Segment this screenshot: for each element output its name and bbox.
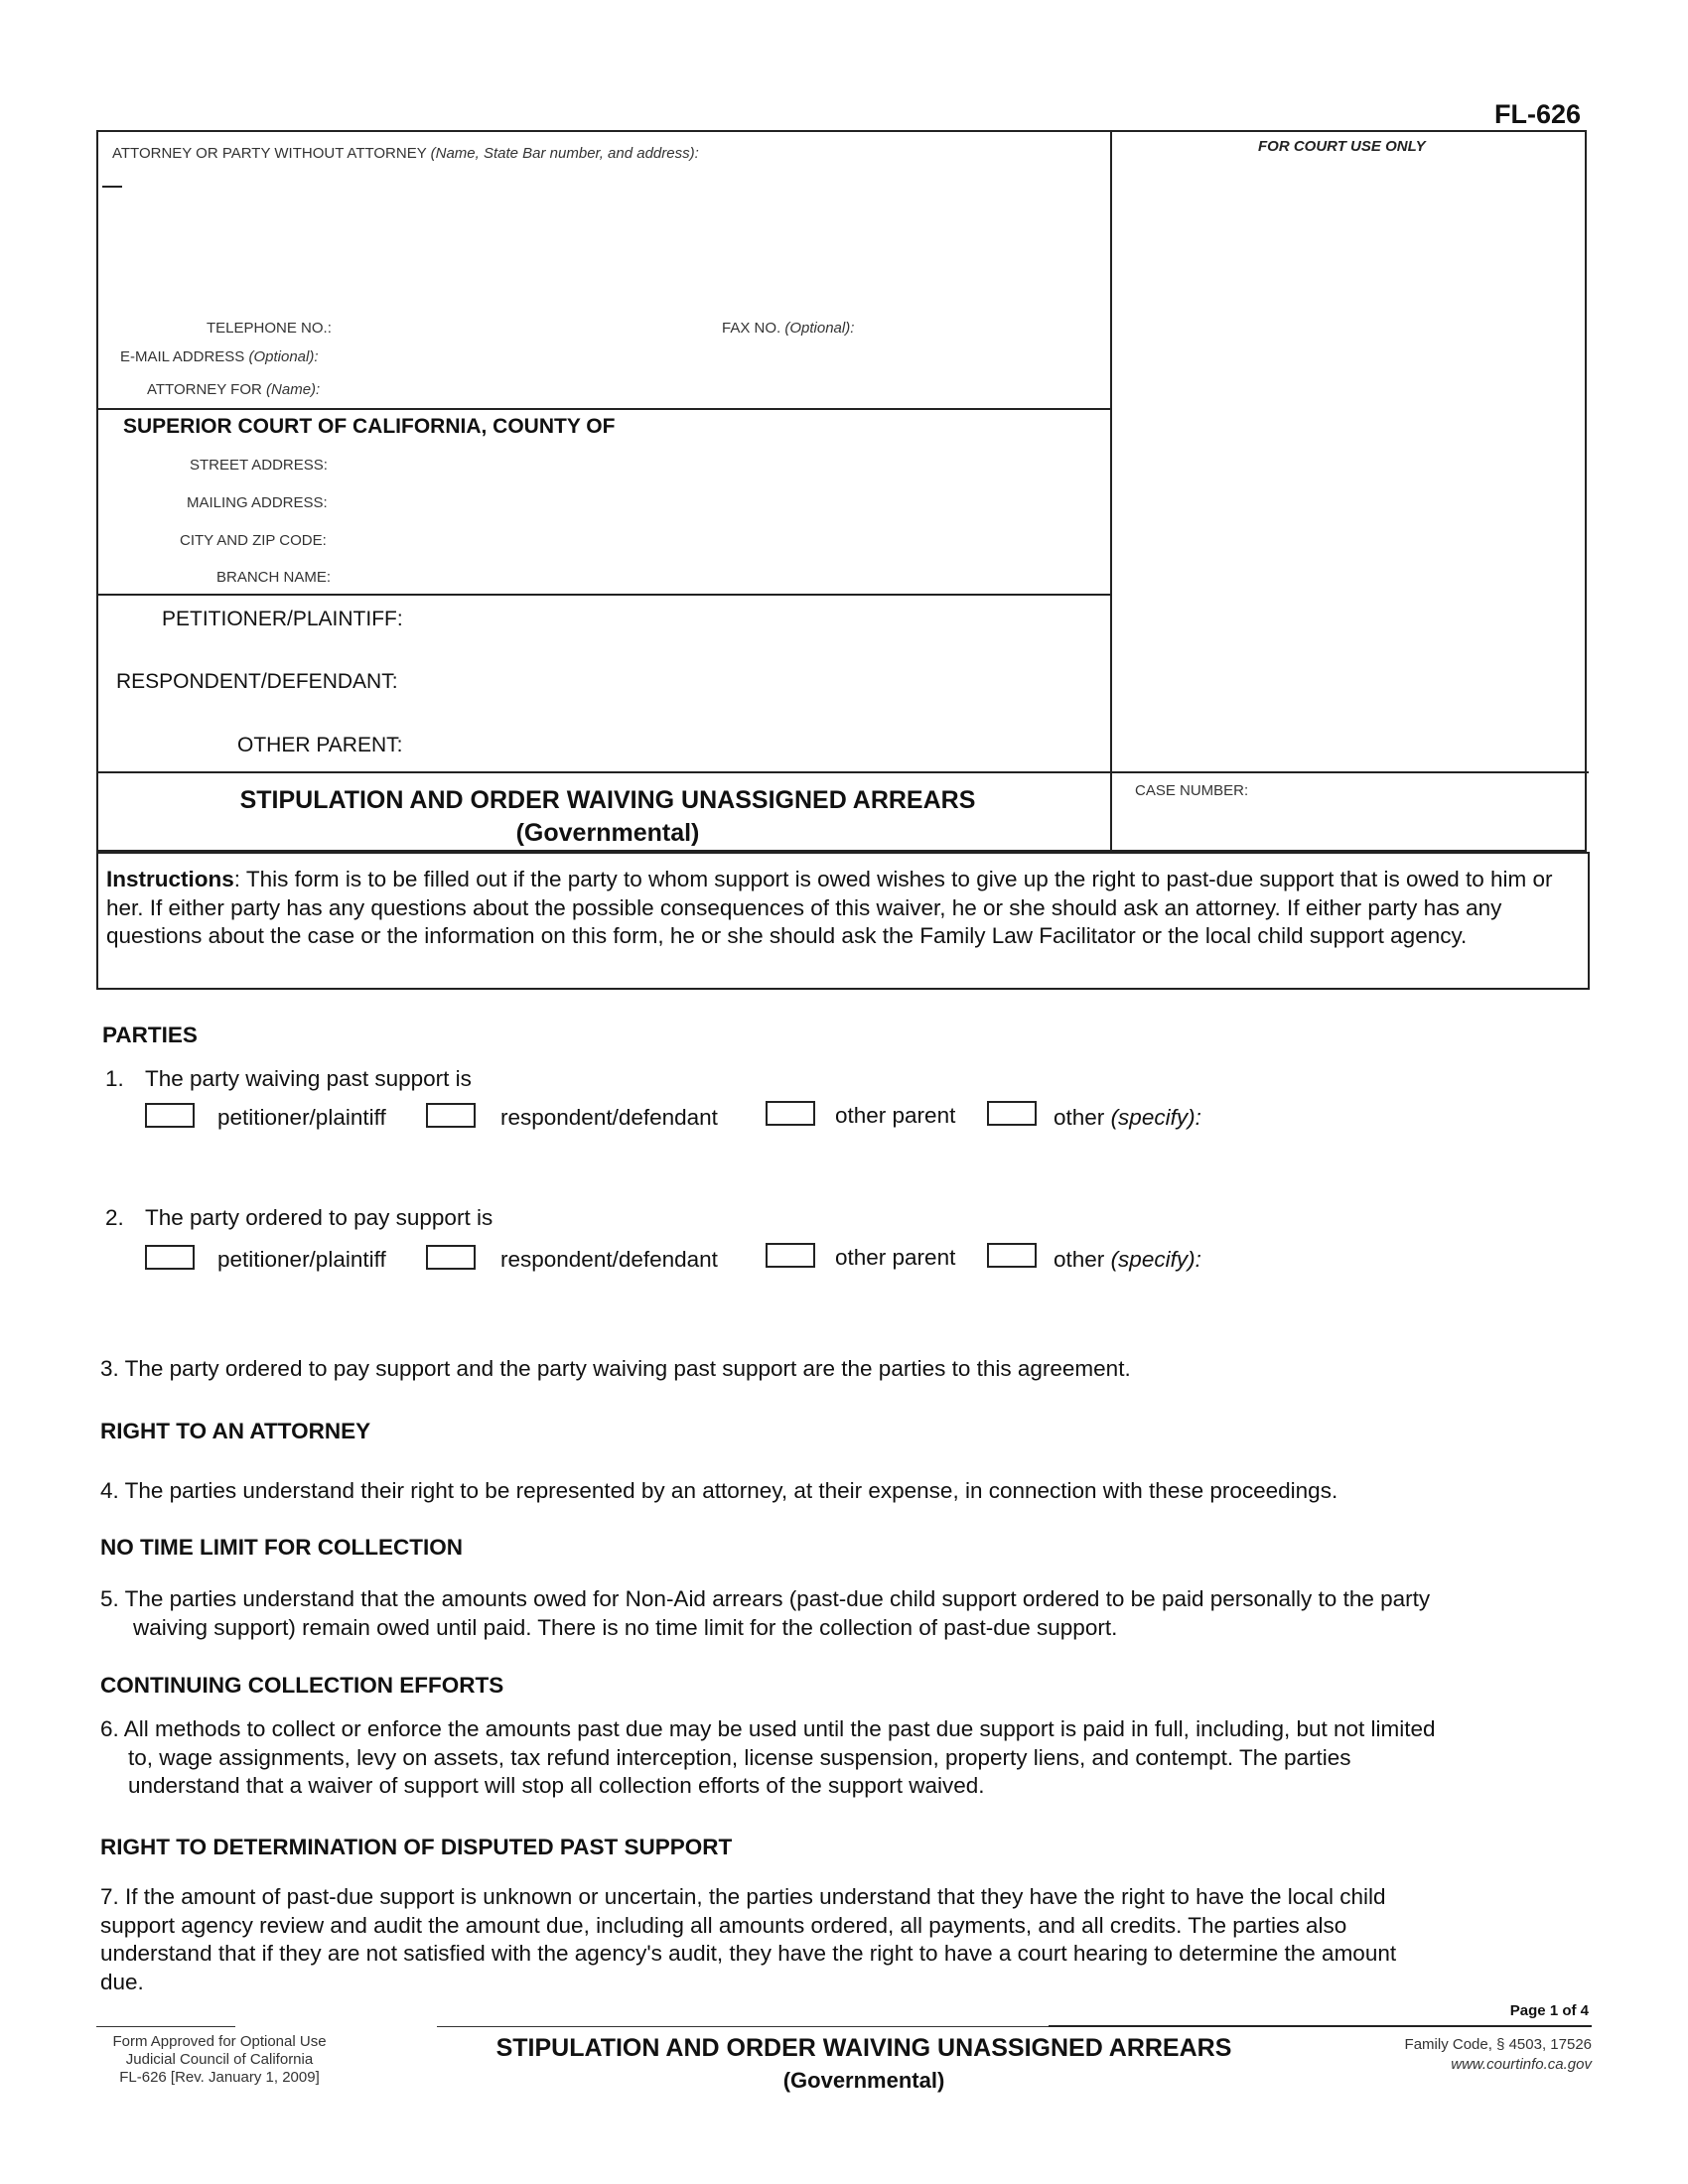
instructions-box (96, 852, 1590, 990)
respondent-label: RESPONDENT/DEFENDANT: (116, 670, 398, 693)
section-disputed: RIGHT TO DETERMINATION OF DISPUTED PAST SUPPORT (100, 1835, 733, 1859)
footer-citation: Family Code, § 4503, 17526 www.courtinfo.ca.gov (1291, 2035, 1592, 2075)
attorney-for-label: ATTORNEY FOR (Name): (147, 381, 321, 398)
item-7-line-2: support agency review and audit the amount due, including all amounts ordered, all payments, and all credits. The parties also (100, 1913, 1347, 1938)
checkbox-waiving-petitioner[interactable] (145, 1103, 195, 1128)
item-3-text: 3. The party ordered to pay support and the party waiving past support are the parties to this agreement. (100, 1356, 1131, 1381)
instructions-label: Instructions (106, 867, 234, 891)
checkbox-waiving-respondent[interactable] (426, 1103, 476, 1128)
item-7-line-1: 7. If the amount of past-due support is unknown or uncertain, the parties understand that they have the right to have the local child (100, 1884, 1386, 1909)
section-attorney: RIGHT TO AN ATTORNEY (100, 1419, 371, 1443)
fax-label: FAX NO. (Optional): (722, 320, 855, 337)
form-title: STIPULATION AND ORDER WAIVING UNASSIGNED ARREARS (239, 786, 976, 814)
option-label: other parent (835, 1103, 956, 1128)
item-4-text: 4. The parties understand their right to be represented by an attorney, at their expense, in connection with these proceedings. (100, 1478, 1338, 1503)
street-label: STREET ADDRESS: (190, 457, 328, 474)
item-2-number: 2. (105, 1205, 124, 1230)
other-parent-label: OTHER PARENT: (237, 734, 403, 756)
item-6-line-3: understand that a waiver of support will stop all collection efforts of the support waived. (128, 1773, 985, 1798)
option-label: respondent/defendant (500, 1247, 718, 1272)
item-7-line-3: understand that if they are not satisfied with the agency's audit, they have the right to have a court hearing to determine the amount (100, 1941, 1397, 1966)
mailing-label: MAILING ADDRESS: (187, 494, 328, 511)
caption-hline-2 (98, 594, 1111, 596)
footer-subtitle: (Governmental) (782, 2068, 945, 2093)
form-id: FL-626 (1494, 99, 1582, 129)
item-1-number: 1. (105, 1066, 124, 1091)
footer-rule-right (1049, 2025, 1592, 2027)
footer-title: STIPULATION AND ORDER WAIVING UNASSIGNED ARREARS (495, 2034, 1232, 2062)
section-no-time-limit: NO TIME LIMIT FOR COLLECTION (100, 1535, 463, 1560)
footer-rule-mid (437, 2026, 1049, 2027)
footer-approval: Form Approved for Optional Use Judicial Council of California FL-626 [Rev. January 1, 2009] (112, 2033, 327, 2086)
section-continuing: CONTINUING COLLECTION EFFORTS (100, 1673, 504, 1698)
form-subtitle: (Governmental) (515, 819, 700, 847)
option-label-other: other (specify): (1054, 1247, 1201, 1272)
checkbox-paying-respondent[interactable] (426, 1245, 476, 1270)
checkbox-paying-other[interactable] (987, 1243, 1037, 1268)
court-name: SUPERIOR COURT OF CALIFORNIA, COUNTY OF (123, 415, 616, 438)
option-label: other parent (835, 1245, 956, 1270)
item-6-line-2: to, wage assignments, levy on assets, tax refund interception, license suspension, property liens, and contempt. The parties (128, 1745, 1351, 1770)
case-number-label: CASE NUMBER: (1135, 782, 1249, 799)
footer-rule-left (96, 2026, 235, 2027)
item-1-text: The party waiving past support is (145, 1066, 472, 1091)
item-5-line-2: waiving support) remain owed until paid. There is no time limit for the collection of past-due support. (133, 1615, 1118, 1640)
telephone-label: TELEPHONE NO.: (207, 320, 332, 337)
item-2-text: The party ordered to pay support is (145, 1205, 493, 1230)
checkbox-waiving-other[interactable] (987, 1101, 1037, 1126)
caption-divider (1110, 132, 1112, 854)
item-5-line-1: 5. The parties understand that the amounts owed for Non-Aid arrears (past-due child support ordered to be paid personally to the party (100, 1586, 1431, 1611)
caption-hline-1 (98, 408, 1111, 410)
page-number: Page 1 of 4 (1509, 2002, 1589, 2019)
caption-hline-3 (98, 771, 1589, 773)
email-label: E-MAIL ADDRESS (Optional): (120, 348, 319, 365)
item-6-line-1: 6. All methods to collect or enforce the amounts past due may be used until the past due support is paid in full, including, but not limited (100, 1716, 1436, 1741)
petitioner-label: PETITIONER/PLAINTIFF: (162, 608, 403, 630)
section-parties: PARTIES (102, 1023, 198, 1047)
attorney-field-mark[interactable] (102, 186, 122, 188)
option-label: petitioner/plaintiff (217, 1105, 386, 1130)
option-label: petitioner/plaintiff (217, 1247, 386, 1272)
city-zip-label: CITY AND ZIP CODE: (180, 532, 327, 549)
checkbox-waiving-other-parent[interactable] (766, 1101, 815, 1126)
court-use-label: FOR COURT USE ONLY (1258, 138, 1426, 155)
checkbox-paying-other-parent[interactable] (766, 1243, 815, 1268)
option-label: respondent/defendant (500, 1105, 718, 1130)
branch-label: BRANCH NAME: (216, 569, 332, 586)
item-7-line-4: due. (100, 1970, 144, 1994)
attorney-label: ATTORNEY OR PARTY WITHOUT ATTORNEY (Name, State Bar number, and address): (112, 145, 699, 162)
footer-url[interactable]: www.courtinfo.ca.gov (1451, 2056, 1592, 2073)
instructions-text: : This form is to be filled out if the party to whom support is owed wishes to give up the right to past-due support that is owed to him or her. If either party has any questions about the possible consequences of this waiver, he or she should ask an attorney. If either party has any questions about the case or the information on this form, he or she should ask the Family Law Facilitator or the local child support agency. (106, 867, 1553, 948)
checkbox-paying-petitioner[interactable] (145, 1245, 195, 1270)
option-label-other: other (specify): (1054, 1105, 1201, 1130)
